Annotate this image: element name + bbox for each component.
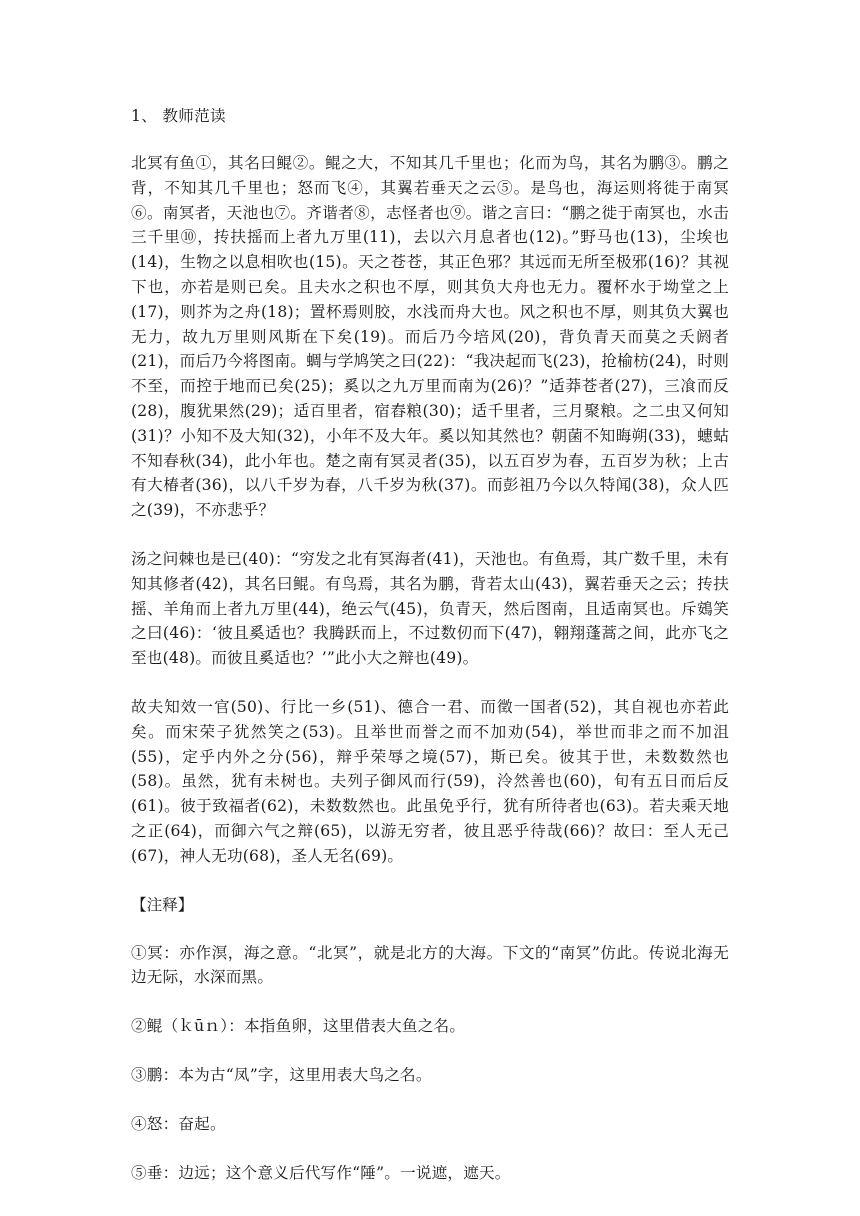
note-4: ④怒：奋起。: [131, 1114, 226, 1133]
note-5: ⑤垂：边远；这个意义后代写作“陲”。一说遮，遮天。: [131, 1163, 511, 1182]
paragraph-3: 故夫知效一官(50)、行比一乡(51)、德合一君、而徵一国者(52)，其自视也亦若此矣。而宋荣子犹然笑之(53)。且举世而誉之而不加劝(54)，举世而非之而不加沮(55)，定乎内外之分(56)，辩乎荣辱之境(57)，斯已矣。彼其于世，未数数然也(58)。虽然，犹有未树也。夫列子御风而行(59)，泠然善也(60)，旬有五日而后反(61)。彼于致福者(62)，未数数然也。此虽免乎行，犹有所待者也(63)。若夫乘天地之正(64)，而御六气之辩(65)，以游无穷者，彼且恶乎待哉(66)？故曰：至人无己(67)，神人无功(68)，圣人无名(69)。: [131, 697, 729, 865]
note-1: ①冥：亦作溟，海之意。“北冥”，就是北方的大海。下文的“南冥”仿此。传说北海无边无际，水深而黑。: [131, 943, 729, 987]
note-2: ②鲲（ｋūｎ）：本指鱼卵，这里借表大鱼之名。: [131, 1017, 466, 1036]
paragraph-2: 汤之问棘也是已(40)：“穷发之北有冥海者(41)，天池也。有鱼焉，其广数千里，未有知其修者(42)，其名曰鲲。有鸟焉，其名为鹏，背若太山(43)，翼若垂天之云；抟扶摇、羊角而上者九万里(44)，绝云气(45)，负青天，然后图南，且适南冥也。斥鴳笑之曰(46)：‘彼且奚适也？我腾跃而上，不过数仞而下(47)，翱翔蓬蒿之间，此亦飞之至也(48)。而彼且奚适也？’”此小大之辩也(49)。: [131, 549, 729, 668]
paragraph-1: 北冥有鱼①，其名曰鲲②。鲲之大，不知其几千里也；化而为鸟，其名为鹏③。鹏之背，不知其几千里也；怒而飞④，其翼若垂天之云⑤。是鸟也，海运则将徙于南冥⑥。南冥者，天池也⑦。齐谐者⑧，志怪者也⑨。谐之言曰：“鹏之徙于南冥也，水击三千里⑩，抟扶摇而上者九万里(11)，去以六月息者也(12)。”野马也(13)，尘埃也(14)，生物之以息相吹也(15)。天之苍苍，其正色邪？其远而无所至极邪(16)？其视下也，亦若是则已矣。且夫水之积也不厚，则其负大舟也无力。覆杯水于坳堂之上(17)，则芥为之舟(18)；置杯焉则胶，水浅而舟大也。风之积也不厚，则其负大翼也无力，故九万里则风斯在下矣(19)。而后乃今培风(20)，背负青天而莫之夭阏者(21)，而后乃今将图南。蜩与学鸠笑之曰(22)：“我决起而飞(23)，抢榆枋(24)，时则不至，而控于地而已矣(25)；奚以之九万里而南为(26)？”适莽苍者(27)，三飡而反(28)，腹犹果然(29)；适百里者，宿舂粮(30)；适千里者，三月聚粮。之二虫又何知(31)？小知不及大知(32)，小年不及大年。奚以知其然也？朝菌不知晦朔(33)，蟪蛄不知春秋(34)，此小年也。楚之南有冥灵者(35)，以五百岁为春，五百岁为秋；上古有大椿者(36)，以八千岁为春，八千岁为秋(37)。而彭祖乃今以久特闻(38)，众人匹之(39)，不亦悲乎？: [131, 154, 729, 520]
notes-heading: 【注释】: [131, 895, 194, 914]
section-heading: 1、 教师范读: [131, 107, 226, 125]
note-3: ③鹏：本为古“凤”字，这里用表大鸟之名。: [131, 1065, 432, 1084]
document-page: [131, 104, 729, 1209]
